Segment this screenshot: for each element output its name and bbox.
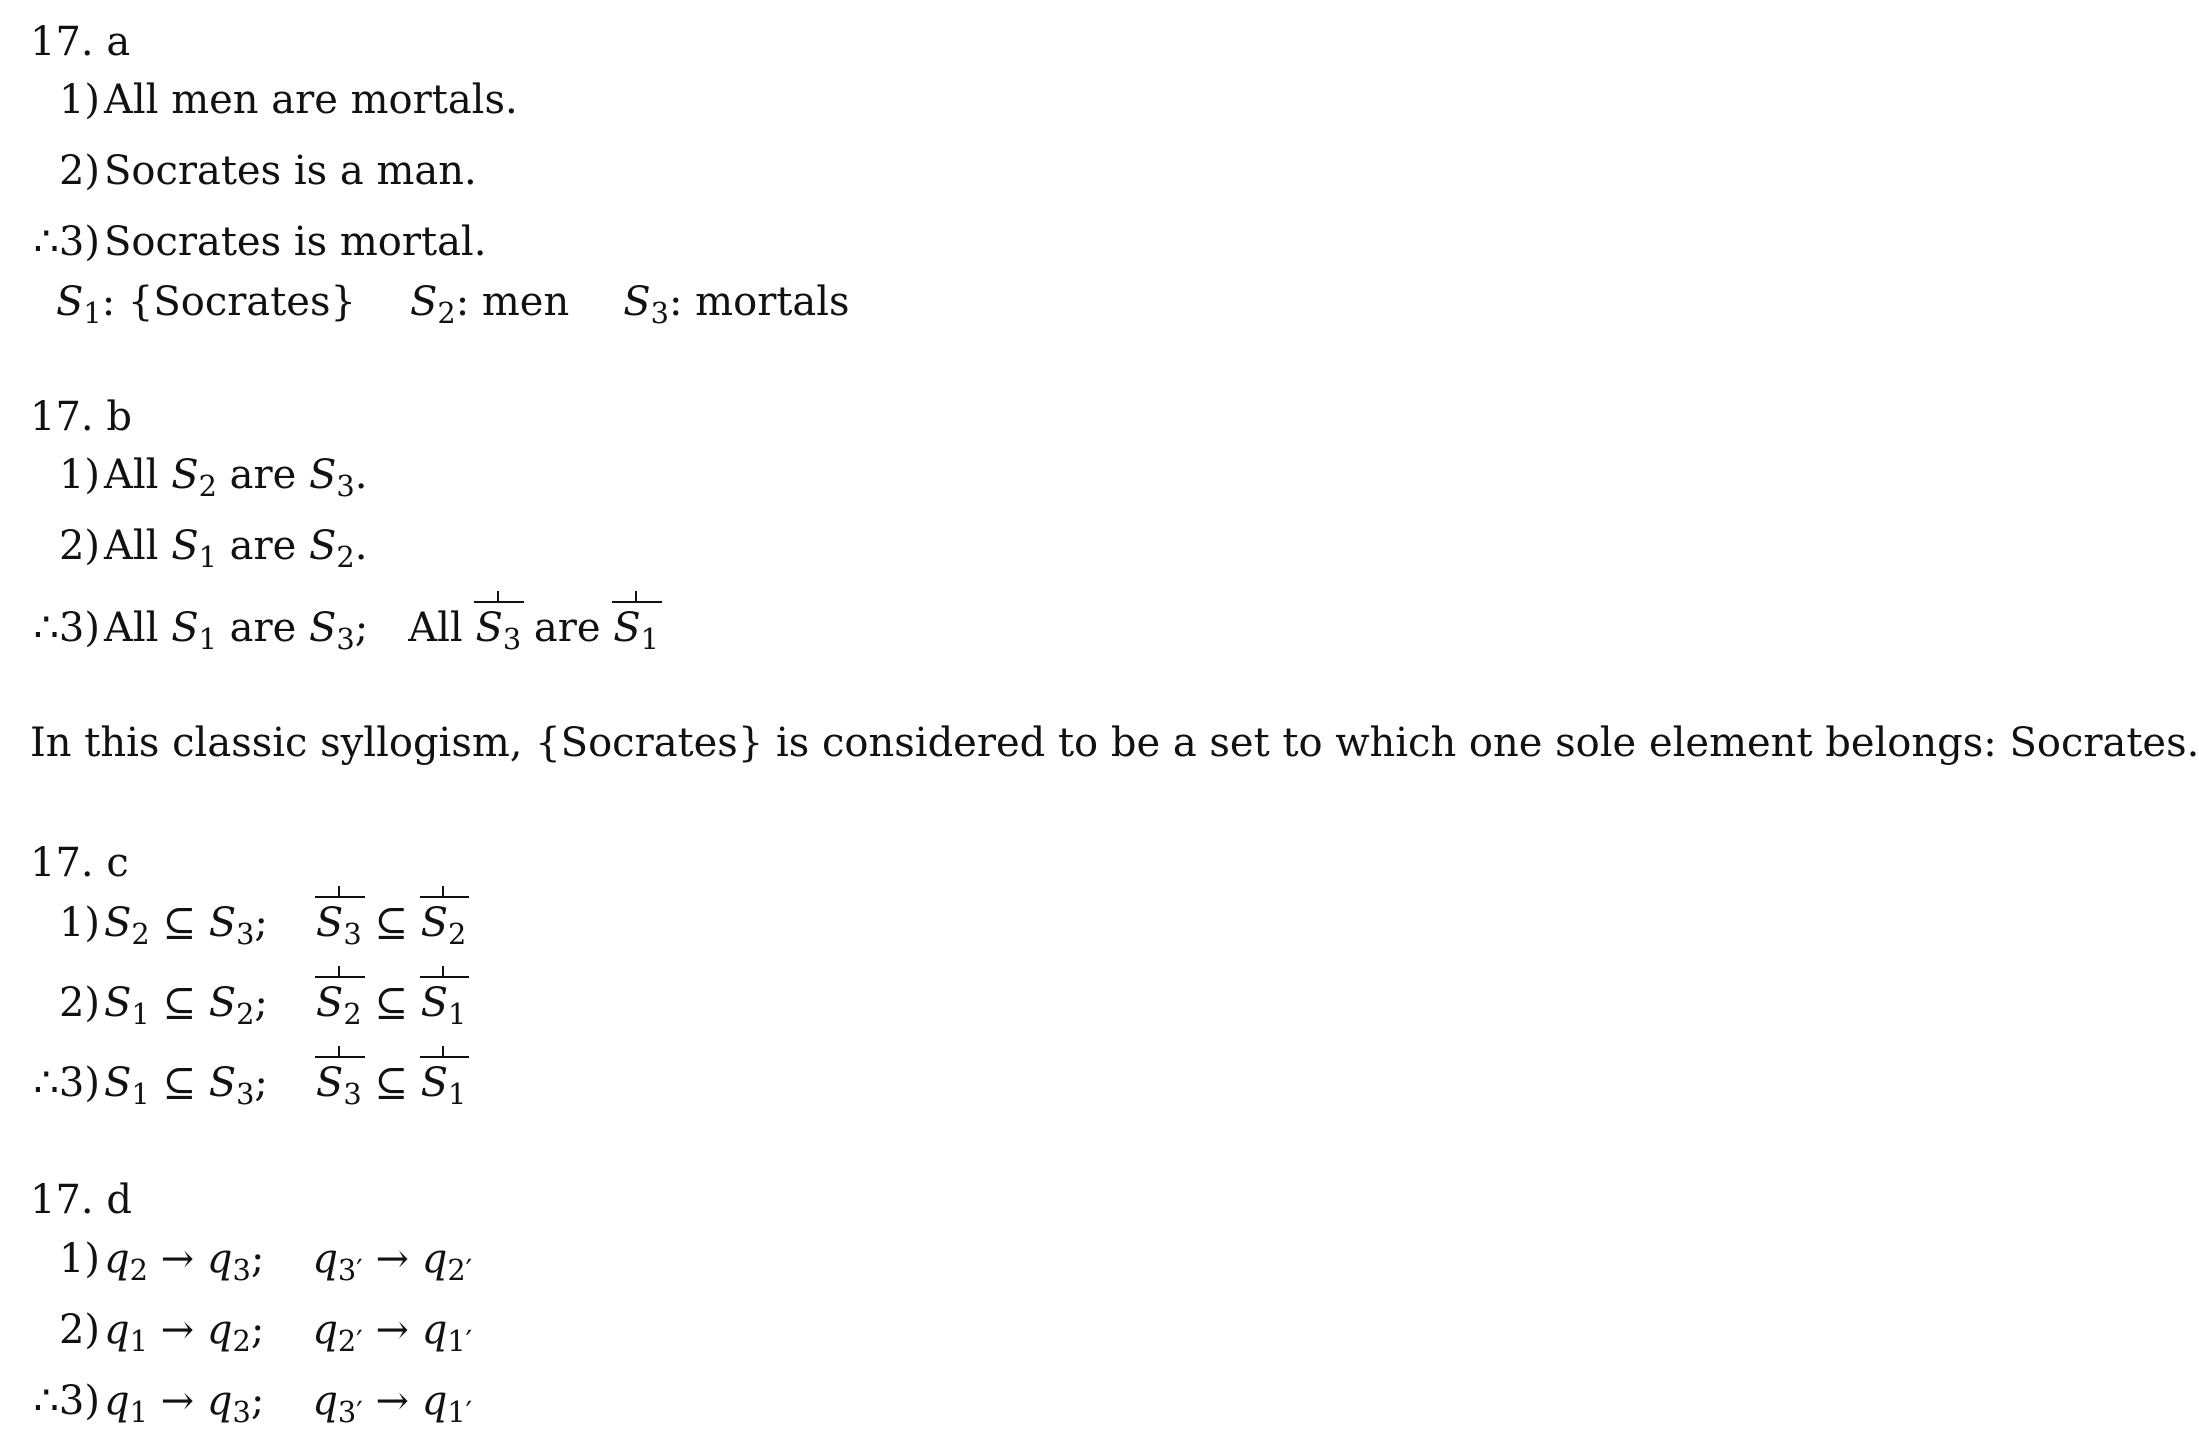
section-d-heading: 17. d bbox=[30, 1177, 132, 1223]
complement-set: $S_3$ bbox=[315, 900, 362, 952]
line-marker: 1) bbox=[58, 77, 100, 123]
section-d-premise-1: 1) $q_2 \to q_3$; $q_{3'} \to q_{2'}$ bbox=[0, 1234, 472, 1284]
section-b-premise-2: 2) All $S_1$ are $S_2$. bbox=[0, 521, 367, 571]
line-marker: 2) bbox=[58, 148, 100, 194]
complement-set: $S_1$ bbox=[420, 1060, 467, 1112]
section-a-heading: 17. a bbox=[30, 19, 131, 65]
complement-set: $S_1$ bbox=[613, 605, 659, 657]
section-a-conclusion bbox=[0, 217, 486, 267]
line-marker: 2) bbox=[58, 523, 100, 569]
section-c-premise-2: 2) $S_1$ ⊆ $S_2$; $S_2$ ⊆ $S_1$ bbox=[0, 978, 466, 1028]
section-a-premise-2 bbox=[0, 146, 477, 196]
complement-set: $S_1$ bbox=[420, 980, 467, 1032]
line-marker: ∴3) bbox=[33, 1060, 100, 1106]
section-b-heading: 17. b bbox=[30, 394, 132, 440]
section-c-premise-1: 1) $S_2$ ⊆ $S_3$; $S_3$ ⊆ $S_2$ bbox=[0, 898, 466, 948]
complement-set: $S_3$ bbox=[475, 605, 522, 657]
set-definitions bbox=[56, 277, 904, 331]
section-d-premise-2: 2) $q_1 \to q_2$; $q_{2'} \to q_{1'}$ bbox=[0, 1305, 472, 1355]
line-marker: 2) bbox=[58, 980, 100, 1026]
line-marker: 1) bbox=[58, 900, 100, 946]
complement-set: $S_2$ bbox=[315, 980, 362, 1032]
section-c-conclusion: ∴3) $S_1$ ⊆ $S_3$; $S_3$ ⊆ $S_1$ bbox=[0, 1058, 466, 1108]
line-marker: 1) bbox=[58, 1236, 100, 1282]
complement-set: $S_3$ bbox=[315, 1060, 362, 1112]
explanation-paragraph: In this classic syllogism, {Socrates} is considered to be a set to which one sole element belongs: Socrates. bbox=[30, 720, 2199, 766]
set-definition-2: $S_2$: men bbox=[409, 279, 570, 331]
section-b-premise-1: 1) All $S_2$ are $S_3$. bbox=[0, 450, 367, 500]
line-marker: 2) bbox=[58, 1307, 100, 1353]
set-definition-3: $S_3$: mortals bbox=[623, 279, 850, 331]
line-marker: ∴3) bbox=[33, 1378, 100, 1424]
section-b-conclusion: ∴3) All $S_1$ are $S_3$; All $S_3$ are $S_1$ bbox=[0, 603, 659, 653]
section-d-conclusion: ∴3) $q_1 \to q_3$; $q_{3'} \to q_{1'}$ bbox=[0, 1376, 472, 1426]
line-marker: 1) bbox=[58, 452, 100, 498]
line-text: All men are mortals. bbox=[104, 77, 518, 123]
line-marker: ∴3) bbox=[33, 605, 100, 651]
complement-set: $S_2$ bbox=[420, 900, 467, 952]
contrapositive: All $S_3$ are $S_1$ bbox=[408, 605, 659, 657]
line-text: Socrates is a man. bbox=[104, 148, 477, 194]
set-definition-1: $S_1$: {Socrates} bbox=[56, 279, 356, 331]
section-c-heading: 17. c bbox=[30, 840, 129, 886]
line-marker: ∴3) bbox=[33, 219, 100, 265]
section-a-premise-1 bbox=[0, 75, 518, 125]
line-text: Socrates is mortal. bbox=[104, 219, 487, 265]
